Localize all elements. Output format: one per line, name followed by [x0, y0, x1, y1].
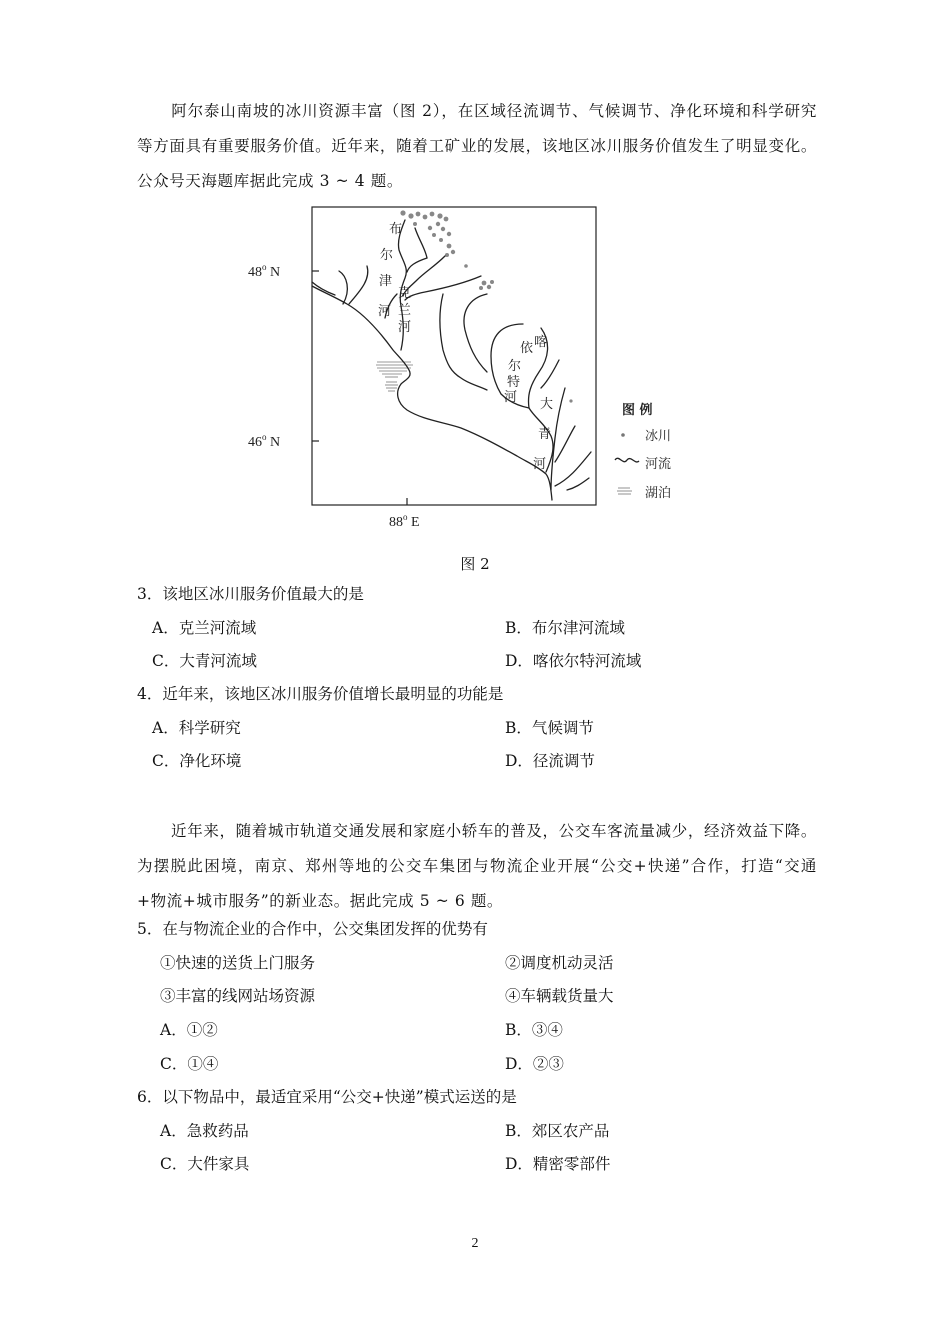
glacier-dot — [413, 222, 417, 226]
glacier-dots — [400, 210, 572, 402]
q4-option-b: B．气候调节 — [505, 719, 594, 737]
q6-option-c: C．大件家具 — [160, 1155, 250, 1173]
q3-option-c: C．大青河流域 — [152, 652, 257, 670]
q5-option-a: A．①② — [160, 1021, 218, 1039]
intro-text: 阿尔泰山南坡的冰川资源丰富（图 2），在区域径流调节、气候调节、净化环境和科学研究等方面具有重要服务价值。近年来，随着工矿业的发展，该地区冰川服务价值发生了明显变化。公众号天海题库据此完成 3 ~ 4 题。 — [137, 102, 817, 190]
q5-statement-2: ②调度机动灵活 — [505, 954, 614, 972]
q5-statement-4: ④车辆载货量大 — [505, 987, 614, 1005]
river-char: 大 — [540, 397, 554, 412]
river-char: 尔 — [380, 248, 394, 263]
legend-lake-symbol — [617, 488, 632, 494]
glacier-dot — [430, 212, 435, 217]
buerjin-trib-1 — [415, 228, 427, 258]
q4-option-d: D．径流调节 — [505, 752, 595, 770]
legend-title: 图 例 — [622, 403, 653, 418]
lat-48-label: 48$^o$ N — [248, 262, 281, 280]
river-char: 津 — [379, 274, 393, 289]
river-char: 河 — [533, 457, 547, 472]
glacier-dot — [441, 227, 445, 231]
glacier-dot — [487, 285, 491, 289]
daqing-trib-3 — [567, 478, 589, 490]
river-char: 特 — [507, 375, 521, 390]
river-char: 河 — [398, 320, 412, 335]
q5-statement-1: ①快速的送货上门服务 — [160, 954, 316, 972]
map-legend — [615, 402, 671, 501]
glacier-dot — [482, 281, 487, 286]
glacier-dot — [437, 213, 442, 218]
glacier-dot — [479, 286, 483, 290]
q3-option-a: A．克兰河流域 — [152, 619, 257, 637]
lon-88-label: 88$^o$ E — [389, 512, 420, 530]
question-4-stem: 4．近年来，该地区冰川服务价值增长最明显的功能是 — [137, 685, 504, 703]
glacier-dot — [447, 244, 452, 249]
question-3-stem: 3．该地区冰川服务价值最大的是 — [137, 585, 364, 603]
page-number: 2 — [471, 1236, 479, 1251]
glacier-dot — [445, 253, 449, 257]
glacier-dot — [400, 210, 405, 215]
river-char: 依 — [520, 341, 534, 356]
intro-text: 近年来，随着城市轨道交通发展和家庭小轿车的普及，公交车客流量减少，经济效益下降。为摆脱此困境，南京、郑州等地的公交车集团与物流企业开展“公交+快递”合作，打造“交通+物流+城市服务”的新业态。据此完成 5 ~ 6 题。 — [137, 822, 817, 910]
glacier-dot — [490, 280, 494, 284]
legend-river-symbol — [615, 458, 639, 462]
river-char: 布 — [389, 222, 403, 237]
river-char: 河 — [378, 304, 392, 319]
legend-glacier-symbol — [621, 433, 625, 437]
glacier-dot — [451, 250, 455, 254]
q6-option-a: A．急救药品 — [160, 1122, 249, 1140]
glacier-dot — [432, 233, 436, 237]
glacier-dot — [436, 222, 440, 226]
q5-option-c: C．①④ — [160, 1055, 219, 1073]
kelan-trib — [464, 294, 487, 372]
q5-statement-3: ③丰富的线网站场资源 — [160, 987, 316, 1005]
question-6-stem: 6．以下物品中，最适宜采用“公交+快递”模式运送的是 — [137, 1088, 517, 1106]
lat-46-label: 46$^o$ N — [248, 432, 281, 450]
daqing-river — [551, 388, 565, 490]
river-char: 青 — [538, 427, 552, 442]
q5-option-d: D．②③ — [505, 1055, 564, 1073]
kelan-river — [440, 294, 487, 390]
buerjin-trib-2 — [407, 258, 427, 272]
legend-river-label: 河流 — [645, 457, 672, 472]
q3-option-b: B．布尔津河流域 — [505, 619, 625, 637]
tributary-west-1 — [339, 271, 347, 304]
q6-option-b: B．郊区农产品 — [505, 1122, 610, 1140]
glacier-dot — [447, 232, 451, 236]
legend-lake-label: 湖泊 — [645, 486, 672, 501]
river-char: 克 — [398, 286, 412, 301]
river-char: 河 — [504, 390, 518, 405]
q5-option-b: B．③④ — [505, 1021, 563, 1039]
glacier-dot — [569, 399, 572, 402]
q3-option-d: D．喀依尔特河流域 — [505, 652, 642, 670]
glacier-dot — [444, 217, 449, 222]
glacier-dot — [423, 215, 428, 220]
rivers — [312, 220, 591, 500]
glacier-dot — [439, 238, 443, 242]
glacier-dot — [416, 212, 421, 217]
q4-option-c: C．净化环境 — [152, 752, 242, 770]
river-char: 尔 — [508, 359, 522, 374]
q4-option-a: A．科学研究 — [152, 719, 241, 737]
figure-2-map — [248, 200, 705, 540]
intro-paragraph-glaciers — [137, 94, 817, 199]
river-char: 喀 — [534, 335, 548, 350]
daqing-trib-1 — [555, 426, 575, 462]
tributary-west-2 — [349, 266, 368, 304]
river-char: 兰 — [398, 303, 412, 318]
glacier-dot — [428, 226, 432, 230]
label-kelan — [398, 285, 411, 335]
glacier-dot — [408, 213, 413, 218]
figure-caption: 图 2 — [460, 555, 490, 573]
glacier-dot — [464, 264, 468, 268]
q6-option-d: D．精密零部件 — [505, 1155, 611, 1173]
question-5-stem: 5．在与物流企业的合作中，公交集团发挥的优势有 — [137, 920, 488, 938]
intro-paragraph-bus-express — [137, 814, 817, 919]
legend-glacier-label: 冰川 — [645, 429, 672, 444]
